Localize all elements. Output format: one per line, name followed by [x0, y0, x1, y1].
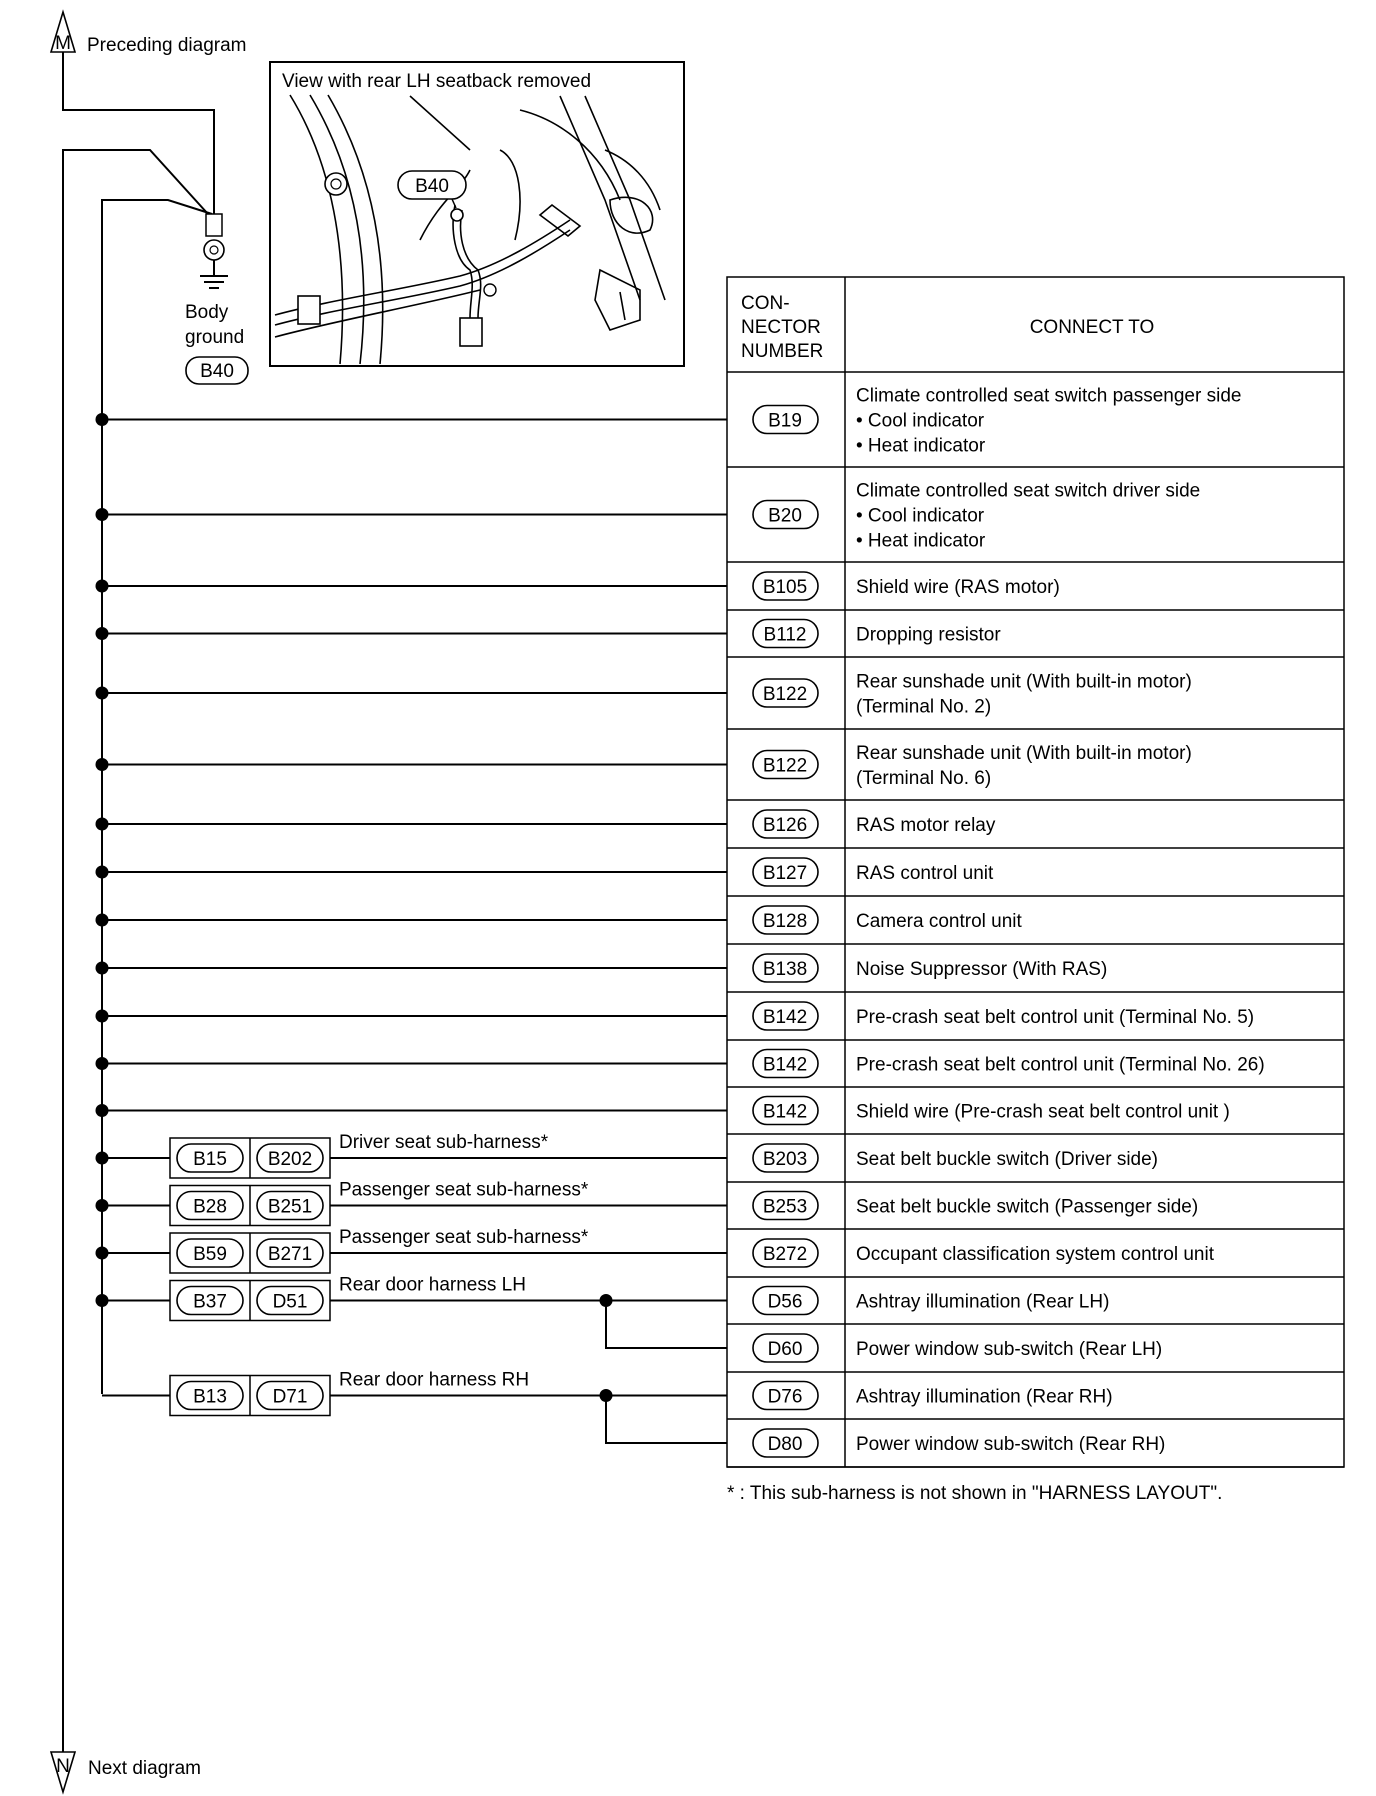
table-row [727, 1050, 1344, 1088]
table-row [727, 743, 1344, 800]
preceding-symbol: M [55, 33, 71, 54]
sub-harness-junction [96, 1180, 728, 1226]
connector-number: D80 [767, 1434, 803, 1455]
harness-connector-b: D51 [272, 1291, 308, 1313]
connector-number: B272 [762, 1244, 808, 1265]
connect-to-text: (Terminal No. 2) [856, 696, 992, 718]
harness-label: Rear door harness RH [339, 1369, 530, 1391]
harness-connector-b: B271 [267, 1244, 313, 1265]
junction-dot [96, 962, 109, 975]
connector-number: B105 [762, 577, 808, 598]
table-row [727, 1382, 1344, 1420]
sub-harness-junction [102, 1370, 727, 1444]
harness-connector-a: B15 [193, 1149, 227, 1170]
connector-number: D56 [767, 1291, 803, 1313]
connector-number: B19 [768, 410, 802, 432]
connect-to-text: Ashtray illumination (Rear LH) [856, 1291, 1110, 1313]
harness-connector-a: B37 [193, 1291, 227, 1313]
header-connect-to: CONNECT TO [1029, 317, 1155, 338]
footnote: * : This sub-harness is not shown in "HARNESS LAYOUT". [727, 1483, 1223, 1504]
junction-dot [96, 580, 109, 593]
view-connector-label: B40 [415, 176, 449, 197]
connector-number: B142 [762, 1101, 808, 1123]
connector-number: B203 [762, 1149, 808, 1170]
connect-to-text: Climate controlled seat switch driver side [856, 480, 1201, 502]
harness-label: Passenger seat sub-harness* [339, 1179, 589, 1201]
connect-to-text: Ashtray illumination (Rear RH) [856, 1386, 1113, 1408]
connect-to-text: Seat belt buckle switch (Passenger side) [856, 1196, 1199, 1218]
junction-dot [96, 508, 109, 521]
harness-connector-a: B13 [193, 1386, 227, 1408]
connector-number: B142 [762, 1007, 808, 1028]
table-row [727, 572, 1344, 610]
connect-to-text: (Terminal No. 6) [856, 768, 992, 789]
harness-connector-b: B202 [267, 1149, 313, 1170]
connect-to-text: Shield wire (RAS motor) [856, 577, 1060, 598]
junction-dot [96, 627, 109, 640]
ground-label-2: ground [185, 327, 245, 348]
connector-number: B122 [762, 755, 808, 777]
table-row [727, 672, 1344, 730]
harness-label: Rear door harness LH [339, 1274, 526, 1296]
sub-harness-junction [96, 1275, 728, 1349]
header-connector-3: NUMBER [741, 341, 824, 362]
connect-to-text: RAS motor relay [856, 815, 996, 836]
header-connector-2: NECTOR [741, 317, 821, 338]
connect-to-text: RAS control unit [856, 863, 994, 884]
branch-wires [96, 413, 728, 1443]
table-row [727, 386, 1344, 468]
connect-to-text: Shield wire (Pre-crash seat belt control unit ) [856, 1101, 1230, 1123]
sub-harness-junction [96, 1132, 728, 1178]
harness-connector-a: B59 [193, 1244, 227, 1265]
connector-number: B253 [762, 1196, 808, 1218]
ground-label-1: Body [185, 302, 229, 323]
ground-bolt-icon [451, 209, 463, 221]
connect-to-text: • Heat indicator [856, 435, 986, 457]
table-row [727, 1192, 1344, 1230]
table-row [727, 1239, 1344, 1277]
connector-number: D60 [767, 1339, 803, 1360]
junction-dot [96, 758, 109, 771]
junction-dot [96, 1104, 109, 1117]
connect-to-text: Power window sub-switch (Rear LH) [856, 1339, 1163, 1360]
connect-to-text: Pre-crash seat belt control unit (Terminal No. 5) [856, 1007, 1255, 1028]
preceding-label: Preceding diagram [87, 35, 247, 56]
connect-to-text: • Cool indicator [856, 410, 985, 432]
junction-dot [96, 687, 109, 700]
table-row [727, 810, 1344, 848]
harness-label: Passenger seat sub-harness* [339, 1227, 589, 1248]
sub-harness-junction [96, 1227, 728, 1273]
connect-to-text: Climate controlled seat switch passenger side [856, 385, 1242, 407]
connect-to-text: Seat belt buckle switch (Driver side) [856, 1149, 1158, 1170]
table-row [727, 481, 1344, 563]
connector-number: B142 [762, 1054, 808, 1076]
connector-number: D76 [767, 1386, 803, 1408]
connector-number: B138 [762, 959, 808, 980]
connector-number: B122 [762, 684, 808, 705]
connect-to-text: • Cool indicator [856, 505, 985, 527]
connect-to-text: Dropping resistor [856, 624, 1001, 646]
table-row [727, 1097, 1344, 1135]
table-row [727, 858, 1344, 896]
table-row [727, 1429, 1344, 1467]
connector-number: B112 [763, 624, 807, 646]
next-diagram-marker[interactable] [51, 1752, 201, 1792]
ground-connector-label: B40 [200, 361, 234, 382]
connect-to-text: Rear sunshade unit (With built-in motor) [856, 743, 1192, 764]
harness-connector-a: B28 [193, 1196, 227, 1218]
table-row [727, 1144, 1344, 1182]
connector-number: B20 [768, 505, 802, 527]
junction-dot [96, 914, 109, 927]
next-label: Next diagram [88, 1758, 201, 1779]
body-ground [185, 214, 248, 384]
view-title: View with rear LH seatback removed [282, 71, 592, 92]
connect-to-text: Pre-crash seat belt control unit (Terminal No. 26) [856, 1054, 1265, 1076]
connector-number: B128 [762, 911, 808, 932]
harness-label: Driver seat sub-harness* [339, 1132, 549, 1153]
connect-to-text: Noise Suppressor (With RAS) [856, 959, 1108, 980]
connector-table [727, 277, 1344, 1467]
connect-to-text: Camera control unit [856, 911, 1022, 932]
preceding-diagram-marker[interactable] [51, 12, 246, 56]
connector-number: B126 [762, 815, 808, 836]
table-row [727, 954, 1344, 992]
junction-dot [96, 866, 109, 879]
harness-connector-b: B251 [267, 1196, 313, 1218]
junction-dot [96, 818, 109, 831]
junction-dot [96, 413, 109, 426]
junction-dot [96, 1057, 109, 1070]
junction-dot [96, 1010, 109, 1023]
header-connector-1: CON- [741, 293, 790, 314]
table-row [727, 1287, 1344, 1325]
connect-to-text: Rear sunshade unit (With built-in motor) [856, 671, 1192, 693]
connect-to-text: Power window sub-switch (Rear RH) [856, 1434, 1166, 1455]
connector-number: B127 [762, 863, 808, 884]
next-symbol: N [56, 1756, 70, 1777]
table-row [727, 1002, 1344, 1040]
table-row [727, 906, 1344, 944]
table-row [727, 1334, 1344, 1372]
connector-table-rows [727, 386, 1344, 1468]
harness-connector-b: D71 [272, 1386, 308, 1408]
connect-to-text: • Heat indicator [856, 530, 986, 552]
table-row [727, 620, 1344, 658]
seatback-view [270, 62, 684, 366]
connect-to-text: Occupant classification system control unit [856, 1244, 1214, 1265]
